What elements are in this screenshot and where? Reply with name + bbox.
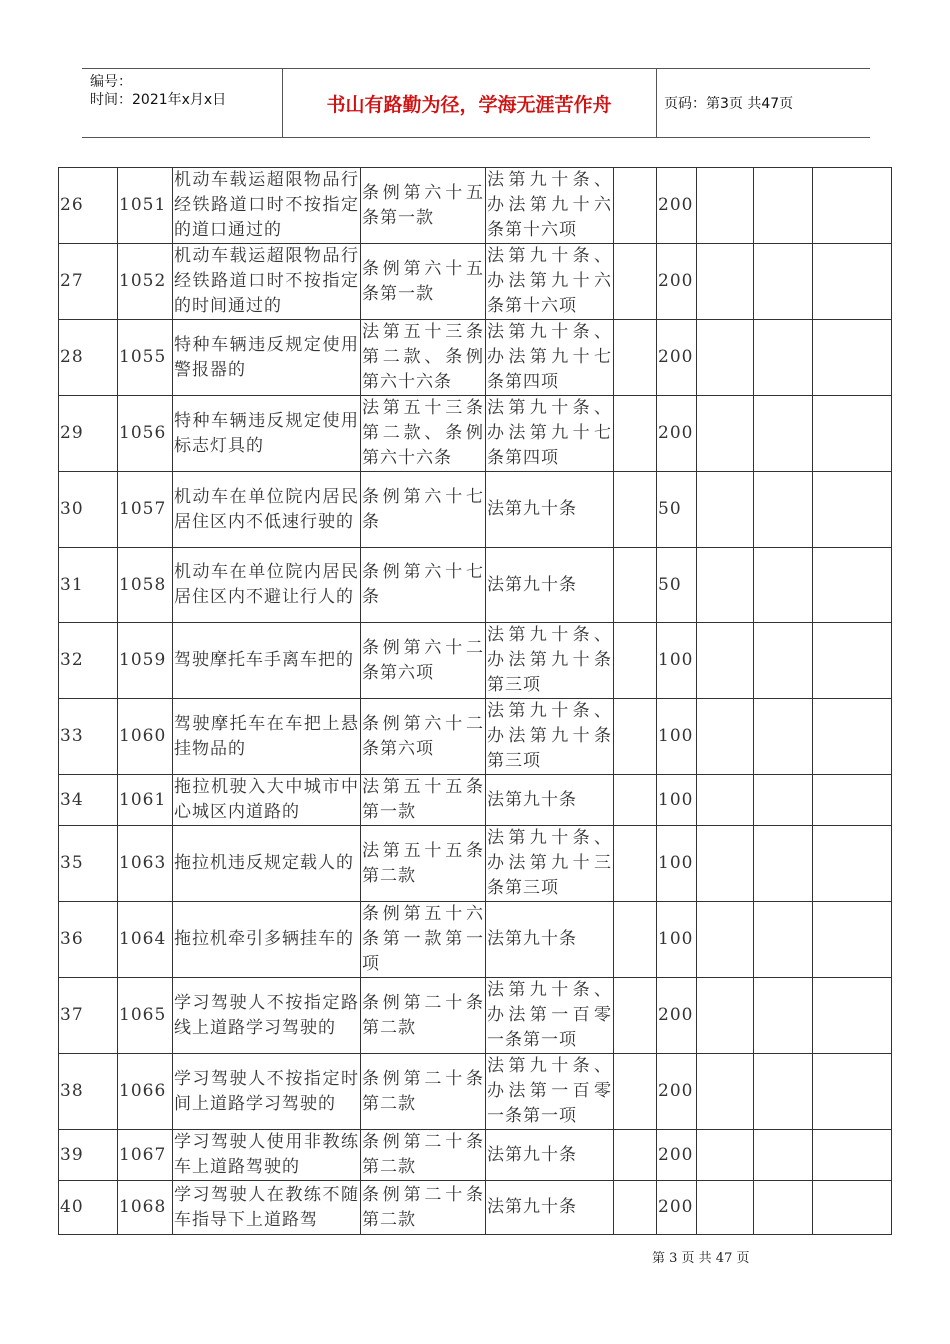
empty-cell: [697, 1054, 754, 1130]
violation-code-cell: 1064: [118, 902, 173, 978]
empty-cell: [813, 699, 892, 775]
empty-cell: [697, 472, 754, 548]
table-row: [59, 1181, 892, 1235]
table-row: [59, 320, 892, 396]
violation-code-cell: 1067: [118, 1130, 173, 1181]
penalty-basis-cell: 法第九十条: [486, 1181, 614, 1235]
violation-basis-cell: 条例第六十七条: [361, 548, 486, 623]
violation-basis-cell: 条例第二十条第二款: [361, 1181, 486, 1235]
violation-behavior-cell: 机动车载运超限物品行经铁路道口时不按指定的道口通过的: [173, 168, 361, 244]
penalty-basis-cell: 法第九十条、办法第九十七条第四项: [486, 320, 614, 396]
empty-cell: [754, 168, 813, 244]
row-number-cell: 39: [59, 1130, 118, 1181]
penalty-basis-cell: 法第九十条、办法第九十条第三项: [486, 623, 614, 699]
table-row: [59, 1130, 892, 1181]
empty-cell: [697, 978, 754, 1054]
penalty-basis-cell: 法第九十条: [486, 548, 614, 623]
violation-basis-cell: 法第五十三条第二款、条例第六十六条: [361, 320, 486, 396]
row-number-cell: 33: [59, 699, 118, 775]
time-label: 时间：2021年x月x日: [90, 92, 227, 108]
empty-cell: [697, 699, 754, 775]
violation-behavior-cell: 学习驾驶人不按指定时间上道路学习驾驶的: [173, 1054, 361, 1130]
table-row: [59, 623, 892, 699]
fine-amount-cell: 100: [657, 826, 697, 902]
violation-code-cell: 1057: [118, 472, 173, 548]
fine-amount-cell: 100: [657, 623, 697, 699]
empty-cell: [754, 978, 813, 1054]
violation-behavior-cell: 特种车辆违反规定使用警报器的: [173, 320, 361, 396]
violation-behavior-cell: 驾驶摩托车手离车把的: [173, 623, 361, 699]
serial-label: 编号：: [90, 74, 132, 90]
empty-cell: [614, 168, 657, 244]
row-number-cell: 29: [59, 396, 118, 472]
empty-cell: [614, 775, 657, 826]
row-number-cell: 26: [59, 168, 118, 244]
empty-cell: [754, 902, 813, 978]
empty-cell: [697, 775, 754, 826]
fine-amount-cell: 100: [657, 699, 697, 775]
empty-cell: [614, 978, 657, 1054]
penalty-basis-cell: 法第九十条、办法第九十六条第十六项: [486, 244, 614, 320]
empty-cell: [754, 1130, 813, 1181]
empty-cell: [614, 902, 657, 978]
empty-cell: [697, 826, 754, 902]
empty-cell: [754, 548, 813, 623]
violation-code-cell: 1068: [118, 1181, 173, 1235]
page-header: [82, 68, 870, 138]
violation-code-cell: 1058: [118, 548, 173, 623]
violation-behavior-cell: 拖拉机驶入大中城市中心城区内道路的: [173, 775, 361, 826]
penalty-basis-cell: 法第九十条: [486, 775, 614, 826]
empty-cell: [697, 623, 754, 699]
empty-cell: [754, 244, 813, 320]
empty-cell: [697, 1130, 754, 1181]
empty-cell: [754, 826, 813, 902]
violation-code-cell: 1052: [118, 244, 173, 320]
header-meta: [90, 73, 226, 109]
empty-cell: [754, 396, 813, 472]
empty-cell: [697, 548, 754, 623]
violation-basis-cell: 条例第二十条第二款: [361, 1130, 486, 1181]
penalty-basis-cell: 法第九十条、办法第一百零一条第一项: [486, 978, 614, 1054]
fine-amount-cell: 200: [657, 244, 697, 320]
empty-cell: [813, 902, 892, 978]
empty-cell: [754, 472, 813, 548]
empty-cell: [754, 320, 813, 396]
violation-basis-cell: 条例第六十七条: [361, 472, 486, 548]
violation-code-cell: 1059: [118, 623, 173, 699]
violation-basis-cell: 条例第二十条第二款: [361, 978, 486, 1054]
violation-code-cell: 1056: [118, 396, 173, 472]
table-row: [59, 472, 892, 548]
fine-amount-cell: 200: [657, 1130, 697, 1181]
empty-cell: [813, 1054, 892, 1130]
fine-amount-cell: 200: [657, 978, 697, 1054]
empty-cell: [614, 1130, 657, 1181]
violation-code-cell: 1061: [118, 775, 173, 826]
empty-cell: [614, 396, 657, 472]
penalty-basis-cell: 法第九十条、办法第九十六条第十六项: [486, 168, 614, 244]
empty-cell: [813, 1130, 892, 1181]
empty-cell: [697, 168, 754, 244]
violation-behavior-cell: 拖拉机牵引多辆挂车的: [173, 902, 361, 978]
violation-behavior-cell: 特种车辆违反规定使用标志灯具的: [173, 396, 361, 472]
penalty-basis-cell: 法第九十条、办法第九十三条第三项: [486, 826, 614, 902]
penalty-basis-cell: 法第九十条: [486, 1130, 614, 1181]
penalty-basis-cell: 法第九十条: [486, 472, 614, 548]
empty-cell: [813, 1181, 892, 1235]
table-row: [59, 978, 892, 1054]
page-footer: 第 3 页 共 47 页: [652, 1251, 750, 1266]
empty-cell: [754, 775, 813, 826]
table-row: [59, 396, 892, 472]
row-number-cell: 27: [59, 244, 118, 320]
penalty-basis-cell: 法第九十条、办法第一百零一条第一项: [486, 1054, 614, 1130]
empty-cell: [614, 623, 657, 699]
header-divider: [656, 69, 657, 137]
violation-basis-cell: 条例第六十五条第一款: [361, 168, 486, 244]
empty-cell: [614, 1181, 657, 1235]
fine-amount-cell: 200: [657, 168, 697, 244]
fine-amount-cell: 50: [657, 548, 697, 623]
row-number-cell: 37: [59, 978, 118, 1054]
violation-code-cell: 1065: [118, 978, 173, 1054]
fine-amount-cell: 200: [657, 1054, 697, 1130]
table-row: [59, 1054, 892, 1130]
row-number-cell: 38: [59, 1054, 118, 1130]
empty-cell: [813, 472, 892, 548]
violation-behavior-cell: 驾驶摩托车在车把上悬挂物品的: [173, 699, 361, 775]
empty-cell: [697, 320, 754, 396]
empty-cell: [813, 244, 892, 320]
fine-amount-cell: 50: [657, 472, 697, 548]
table-row: [59, 902, 892, 978]
violation-basis-cell: 条例第五十六条第一款第一项: [361, 902, 486, 978]
empty-cell: [754, 623, 813, 699]
table-row: [59, 775, 892, 826]
violation-basis-cell: 法第五十三条第二款、条例第六十六条: [361, 396, 486, 472]
violation-basis-cell: 条例第六十五条第一款: [361, 244, 486, 320]
empty-cell: [813, 320, 892, 396]
violation-behavior-cell: 机动车在单位院内居民居住区内不低速行驶的: [173, 472, 361, 548]
violation-behavior-cell: 学习驾驶人不按指定路线上道路学习驾驶的: [173, 978, 361, 1054]
violation-behavior-cell: 学习驾驶人使用非教练车上道路驾驶的: [173, 1130, 361, 1181]
fine-amount-cell: 200: [657, 1181, 697, 1235]
table-row: [59, 244, 892, 320]
row-number-cell: 28: [59, 320, 118, 396]
row-number-cell: 30: [59, 472, 118, 548]
empty-cell: [614, 244, 657, 320]
violation-code-cell: 1055: [118, 320, 173, 396]
row-number-cell: 36: [59, 902, 118, 978]
table-row: [59, 548, 892, 623]
empty-cell: [614, 472, 657, 548]
row-number-cell: 31: [59, 548, 118, 623]
fine-amount-cell: 200: [657, 396, 697, 472]
empty-cell: [614, 699, 657, 775]
violation-behavior-cell: 机动车载运超限物品行经铁路道口时不按指定的时间通过的: [173, 244, 361, 320]
empty-cell: [813, 978, 892, 1054]
penalty-basis-cell: 法第九十条、办法第九十七条第四项: [486, 396, 614, 472]
penalty-basis-cell: 法第九十条: [486, 902, 614, 978]
empty-cell: [813, 623, 892, 699]
table-row: [59, 699, 892, 775]
violation-code-cell: 1060: [118, 699, 173, 775]
violation-basis-cell: 条例第六十二条第六项: [361, 699, 486, 775]
violation-behavior-cell: 学习驾驶人在教练不随车指导下上道路驾: [173, 1181, 361, 1235]
penalty-basis-cell: 法第九十条、办法第九十条第三项: [486, 699, 614, 775]
header-motto: 书山有路勤为径，学海无涯苦作舟: [326, 93, 612, 116]
empty-cell: [813, 826, 892, 902]
violation-behavior-cell: 机动车在单位院内居民居住区内不避让行人的: [173, 548, 361, 623]
violation-basis-cell: 法第五十五条第一款: [361, 775, 486, 826]
row-number-cell: 35: [59, 826, 118, 902]
row-number-cell: 32: [59, 623, 118, 699]
empty-cell: [754, 699, 813, 775]
header-page-info: 页码：第3页 共47页: [664, 96, 794, 112]
empty-cell: [697, 1181, 754, 1235]
empty-cell: [614, 548, 657, 623]
table-row: [59, 826, 892, 902]
fine-amount-cell: 200: [657, 320, 697, 396]
table-row: [59, 168, 892, 244]
table-body: [59, 168, 892, 1235]
empty-cell: [697, 396, 754, 472]
empty-cell: [697, 902, 754, 978]
empty-cell: [813, 548, 892, 623]
violation-basis-cell: 法第五十五条第二款: [361, 826, 486, 902]
empty-cell: [697, 244, 754, 320]
empty-cell: [614, 320, 657, 396]
fine-amount-cell: 100: [657, 775, 697, 826]
violation-code-cell: 1066: [118, 1054, 173, 1130]
row-number-cell: 34: [59, 775, 118, 826]
empty-cell: [754, 1054, 813, 1130]
empty-cell: [813, 775, 892, 826]
violation-behavior-cell: 拖拉机违反规定载人的: [173, 826, 361, 902]
row-number-cell: 40: [59, 1181, 118, 1235]
violation-basis-cell: 条例第六十二条第六项: [361, 623, 486, 699]
empty-cell: [813, 168, 892, 244]
empty-cell: [614, 826, 657, 902]
violation-table: [58, 167, 892, 1235]
violation-code-cell: 1063: [118, 826, 173, 902]
empty-cell: [754, 1181, 813, 1235]
violation-basis-cell: 条例第二十条第二款: [361, 1054, 486, 1130]
empty-cell: [813, 396, 892, 472]
fine-amount-cell: 100: [657, 902, 697, 978]
empty-cell: [614, 1054, 657, 1130]
violation-code-cell: 1051: [118, 168, 173, 244]
